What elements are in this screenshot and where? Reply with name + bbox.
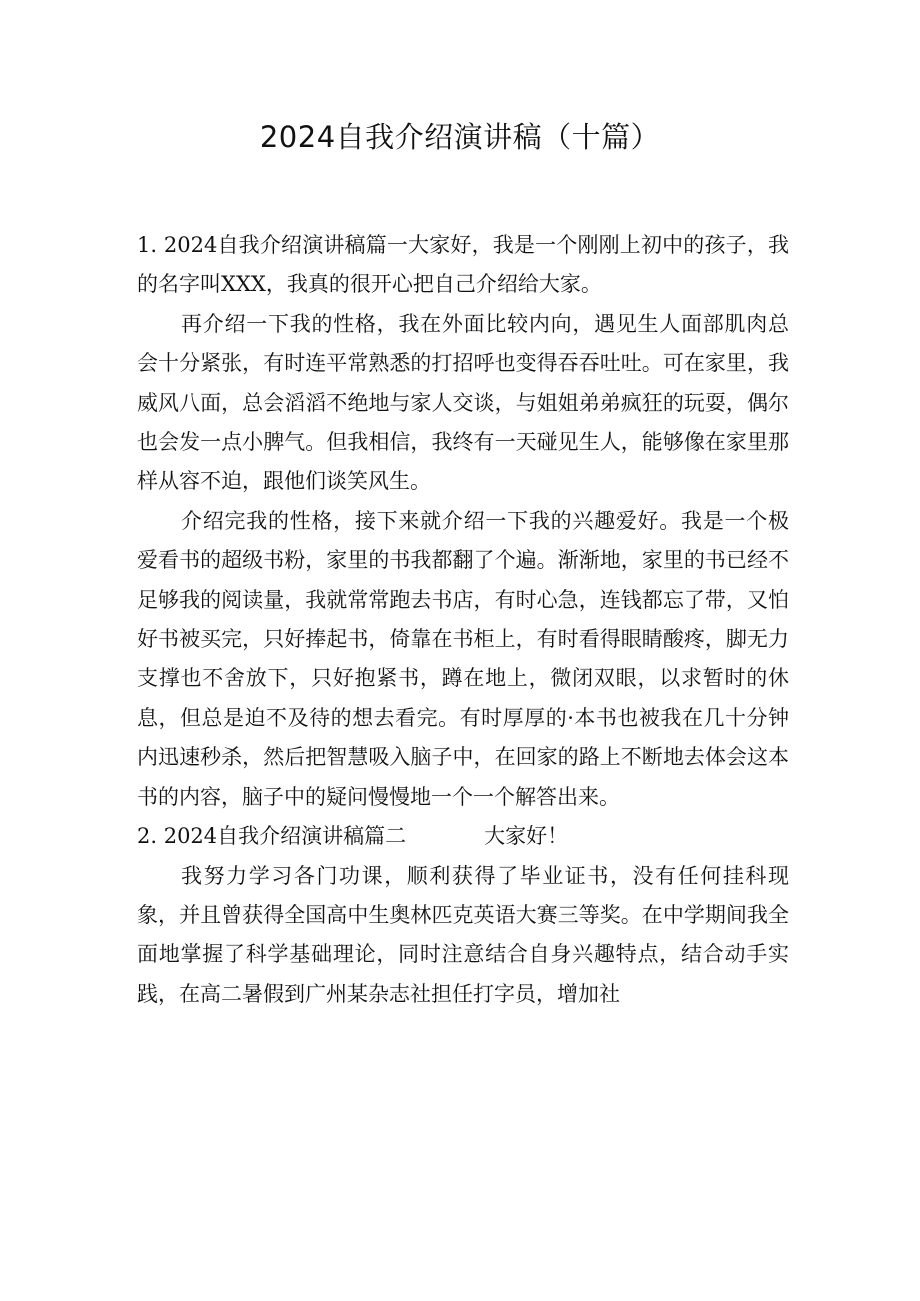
section-2-paragraph: 我努力学习各门功课，顺利获得了毕业证书，没有任何挂科现象，并且曾获得全国高中生奥林匹克英语大赛三等奖。在中学期间我全面地掌握了科学基础理论，同时注意结合自身兴趣特点，结合动手实践，在高二暑假到广州某杂志社担任打字员，增加社	[137, 863, 789, 1006]
document-title: 2024自我介绍演讲稿（十篇）	[259, 120, 661, 154]
document-body	[137, 226, 789, 1014]
section-2-heading-line	[137, 817, 789, 856]
section-1-hobby-paragraph: 介绍完我的性格，接下来就介绍一下我的兴趣爱好。我是一个极爱看书的超级书粉，家里的书我都翻了个遍。渐渐地，家里的书已经不足够我的阅读量，我就常常跑去书店，有时心急，连钱都忘了带，又怕好书被买完，只好捧起书，倚靠在书柜上，有时看得眼睛酸疼，脚无力支撑也不舍放下，只好抱紧书，蹲在地上，微闭双眼，以求暂时的休息，但总是迫不及待的想去看完。有时厚厚的·本书也被我在几十分钟内迅速秒杀，然后把智慧吸入脑子中，在回家的路上不断地去体会这本书的内容，脑子中的疑问慢慢地一个一个解答出来。	[137, 508, 789, 809]
section-1-personality-paragraph: 再介绍一下我的性格，我在外面比较内向，遇见生人面部肌肉总会十分紧张，有时连平常熟悉的打招呼也变得吞吞吐吐。可在家里，我威风八面，总会滔滔不绝地与家人交谈，与姐姐弟弟疯狂的玩耍，偶尔也会发一点小脾气。但我相信，我终有一天碰见生人，能够像在家里那样从容不迫，跟他们谈笑风生。	[137, 311, 789, 494]
section-2-greeting: 大家好！	[484, 824, 569, 849]
section-2-heading: 2. 2024自我介绍演讲稿篇二	[137, 824, 407, 849]
section-1-intro-paragraph: 1. 2024自我介绍演讲稿篇一大家好，我是一个刚刚上初中的孩子，我的名字叫XXX，我真的很开心把自己介绍给大家。	[137, 233, 789, 297]
